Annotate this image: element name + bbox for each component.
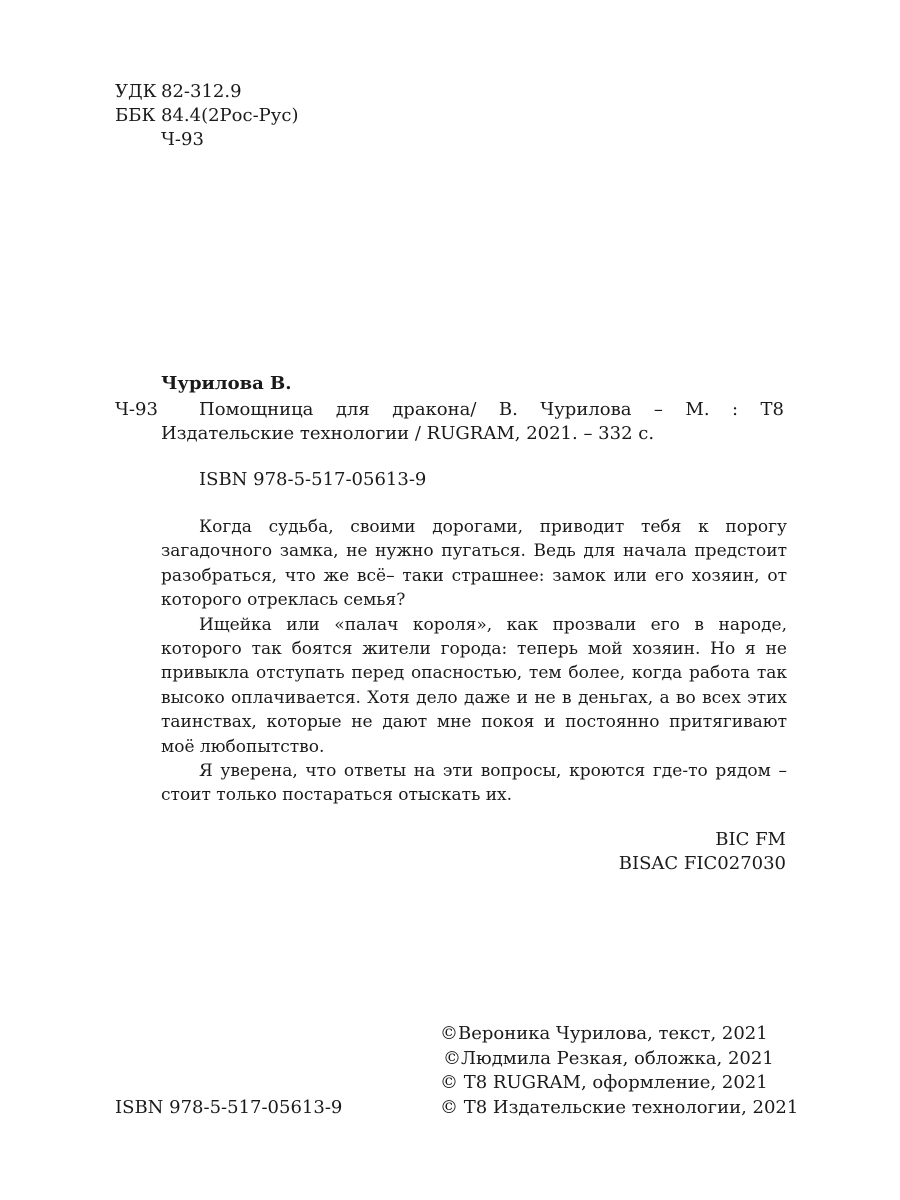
- annotation-paragraph: Ищейка или «палач короля», как прозвали его в народе, которого так боятся жители города: теперь мой хозяин. Но я не привыкла отступать перед опасностью, тем более, когда работа так высоко оплачивается. Хотя дело даже и не в деньгах, а во всех этих таинствах, которые не дают мне покоя и постоянно притягивают моё любопытство.: [161, 614, 787, 757]
- udk-value: 82-312.9: [161, 81, 242, 102]
- udk-label: УДК: [115, 81, 157, 102]
- isbn-footer: ISBN 978-5-517-05613-9: [115, 1097, 343, 1118]
- bic-code: BIC FM: [715, 829, 786, 850]
- bbk-label: ББК: [115, 105, 156, 126]
- bbk-code: [115, 104, 298, 128]
- annotation-paragraph: Когда судьба, своими дорогами, приводит тебя к порогу загадочного замка, не нужно пугаться. Ведь для начала предстоит разобраться, что же всё– таки страшнее: замок или его хозяин, от которого отреклась семья?: [161, 517, 787, 611]
- isbn-main: ISBN 978-5-517-05613-9: [199, 469, 427, 490]
- annotation: [161, 515, 787, 808]
- copyright-line: ©Вероника Чурилова, текст, 2021: [440, 1023, 768, 1044]
- copyright-notices: [440, 1022, 798, 1120]
- catalog-code: Ч-93: [115, 399, 158, 420]
- bibliographic-description: Помощница для дракона/ В. Чурилова – М. : Т8 Издательские технологии / RUGRAM, 2021. – 332 с.: [161, 399, 784, 444]
- copyright-line: ©Людмила Резкая, обложка, 2021: [443, 1047, 774, 1069]
- copyright-line: © Т8 Издательские технологии, 2021: [440, 1096, 799, 1118]
- bisac-code: BISAC FIC027030: [618, 853, 786, 874]
- udk-code: [115, 80, 242, 104]
- copyright-line: © Т8 RUGRAM, оформление, 2021: [440, 1072, 768, 1094]
- bbk-value: 84.4(2Рос-Рус): [161, 105, 299, 126]
- author-mark: Ч-93: [161, 129, 204, 150]
- author-name: Чурилова В.: [161, 373, 292, 394]
- annotation-paragraph: Я уверена, что ответы на эти вопросы, кроются где-то рядом – стоит только постараться отыскать их.: [161, 761, 787, 806]
